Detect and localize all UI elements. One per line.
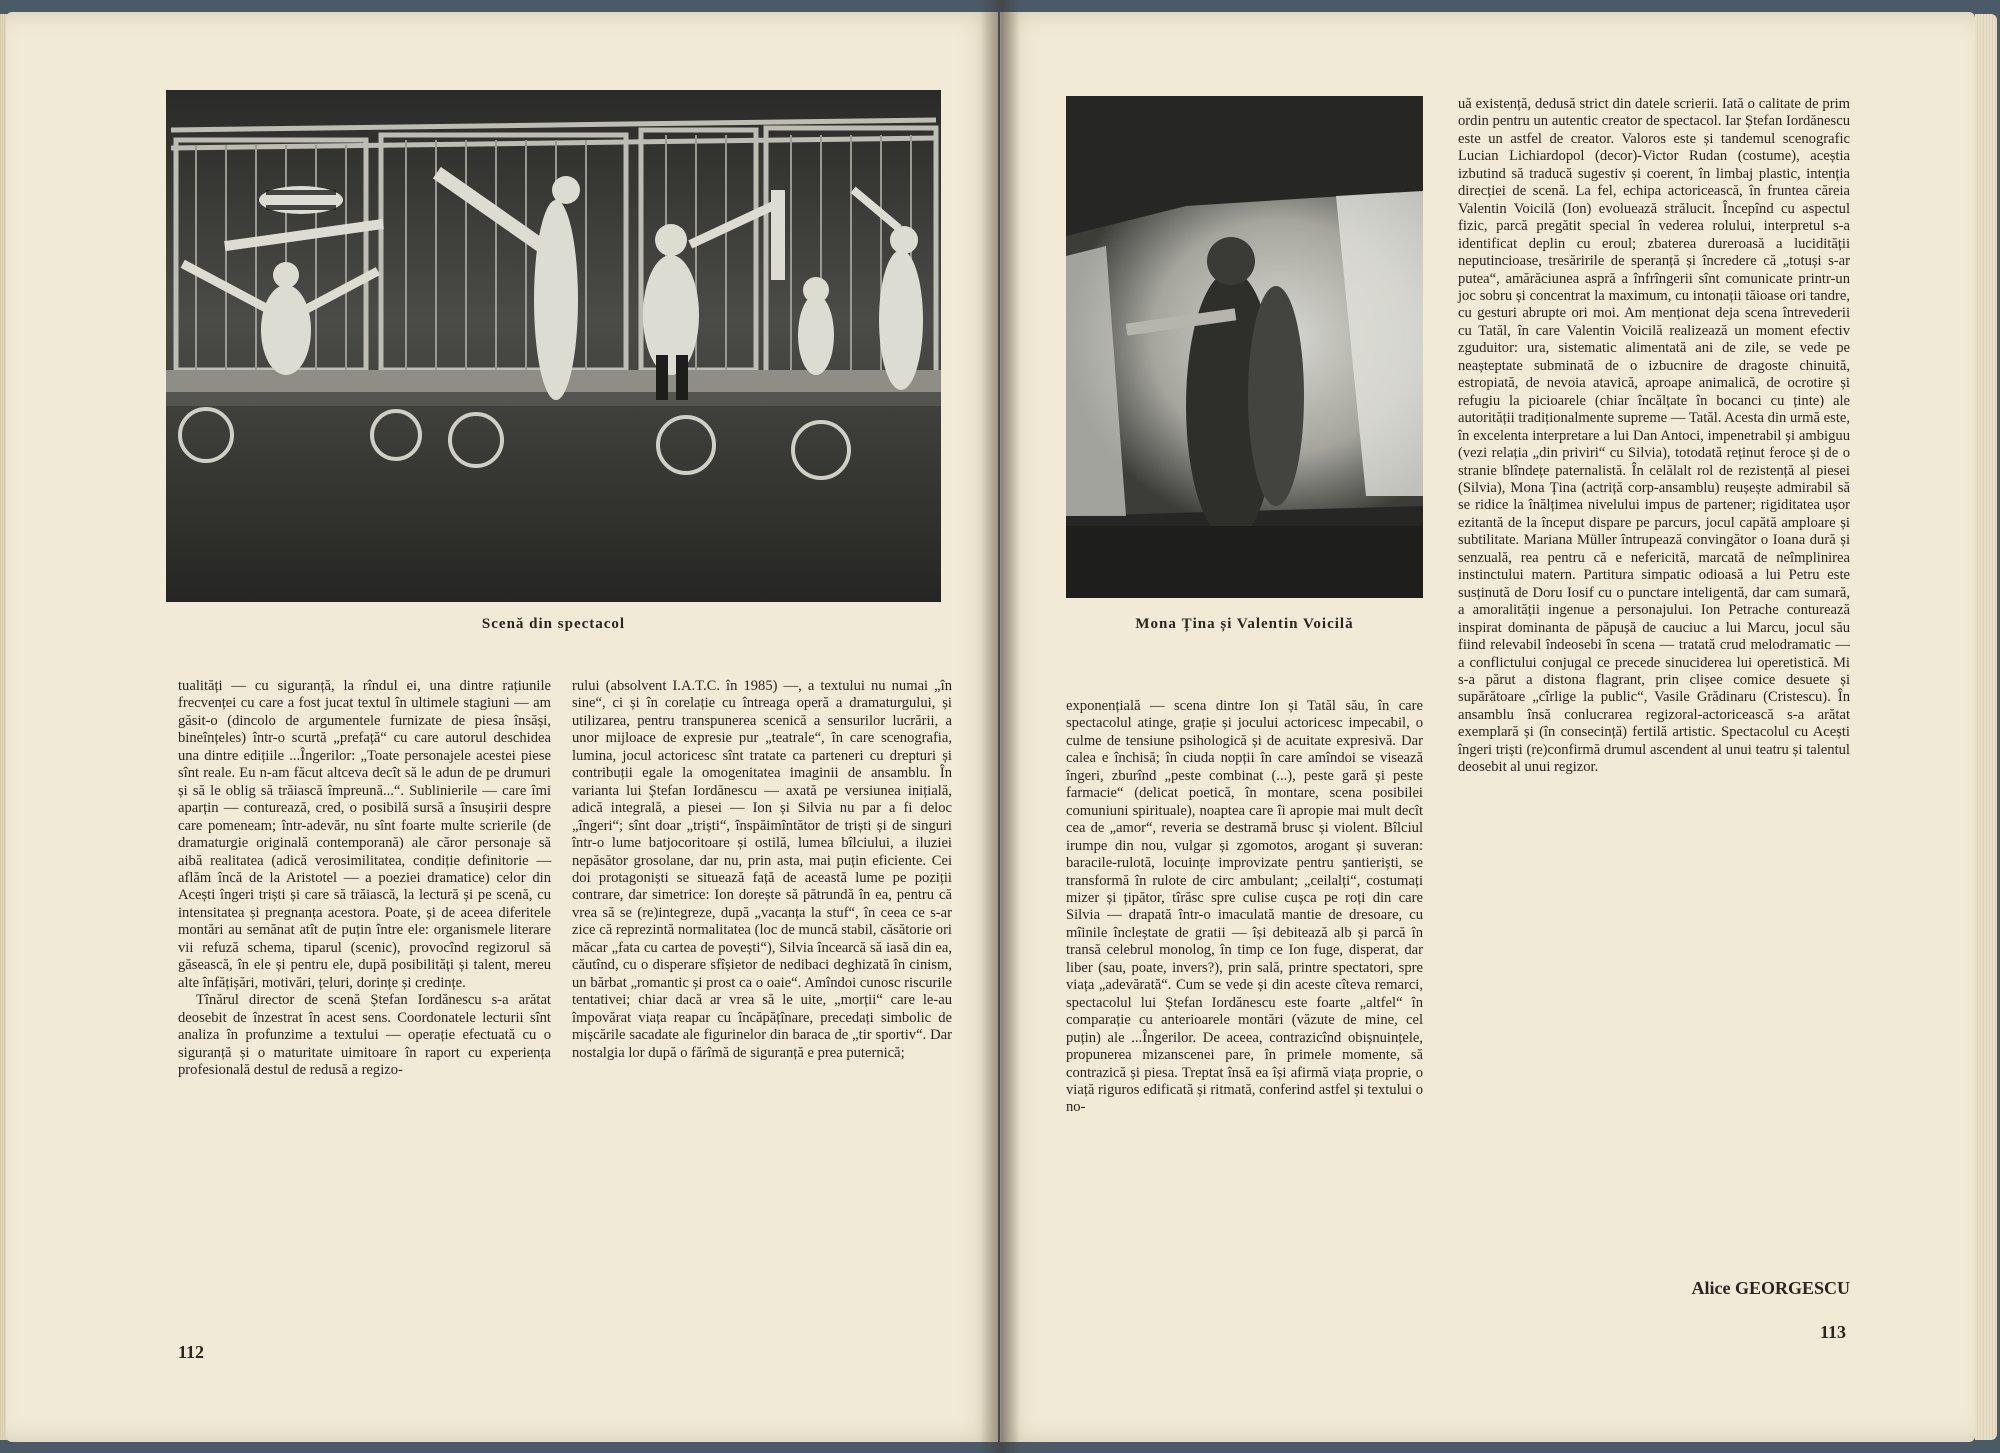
left-page xyxy=(6,12,998,1442)
paragraph: Tînărul director de scenă Ștefan Iordănescu s-a arătat deosebit de înzestrat în acest sens. Coordonatele lecturii sînt analiza în profunzime a textului — operație efectuată cu o siguranță și o maturitate uimitoare în raport cu experiența profesională destul de redusă a regizo- xyxy=(178,992,551,1078)
book-spine xyxy=(980,0,1020,1453)
paragraph: exponențială — scena dintre Ion și Tatăl său, în care spectacolul atinge, grație și jocului actoricesc impecabil, o culme de tensiune psihologică și de acuitate expresivă. Dar calea e închisă; în ciuda nopții în care amîndoi se visează îngeri, zburînd „peste combinat (...), peste gară și peste farmacie“ (delicat poetică, în montare, scena posibilei comuniuni spirituale), noaptea care îi apropie mai mult decît cea de „amor“, reveria se destramă brusc și violent. Bîlciul irumpe din nou, vulgar și zgomotos, arogant și suveran: baracile-rulotă, locuințe improvizate pentru șantieriști, se transformă în rulote de circ ambulant; „ceilalți“, costumați mizer și țipător, tîrăsc spre culise cușca pe roți din care Silvia — drapată într-o imaculată mantie de dresoare, cu mîinile încleștate de gratii — își debitează alb și parcă în transă celebrul monolog, în timp ce Ion fuge, disperat, dar liber (sau, poate, invers?), prin sală, printre spectatori, spre viața „adevărată“. Cum se vede și din aceste cîteva remarci, spectacolul lui Ștefan Iordănescu este foarte „altfel“ în comparație cu anterioarele montări (văzute de mine, cel puțin) ale ...Îngerilor. De aceea, contrazicînd obișnuințele, propunerea mizanscenei pare, în primele momente, să contrazică și piesa. Treptat însă ea își afirmă viața proprie, o viață riguros edificată și ritmată, conferind astfel și textului o no- xyxy=(1066,698,1423,1116)
author-signature: Alice GEORGESCU xyxy=(1691,1278,1850,1298)
paragraph: rului (absolvent I.A.T.C. în 1985) —, a textului nu numai „în sine“, ci și în corelație cu întreaga operă a dramaturgului, și utilizarea, pentru transpunerea scenică a sensurilor lucrării, a unor mijloace de expresie pur „teatrale“, în care scenografia, lumina, jocul actoricesc sînt tratate ca parteneri cu drepturi și contribuții egale la omogenitatea imaginii de ansamblu. În varianta lui Ștefan Iordănescu — axată pe versiunea inițială, adică integrală, a piesei — Ion și Silvia nu par a fi deloc „îngeri“; sînt doar „triști“, înspăimîntător de triști și de singuri într-o lume batjocoritoare și ostilă, lumea bîlciului, a iluziei nepăsător grosolane, dar nu, prin asta, mai puțin eficiente. Cei doi protagoniști se situează față de această lume pe poziții contrare, dar simetrice: Ion dorește să pătrundă în ea, pentru că vrea să se (re)integreze, după „vacanța la stuf“, în ceea ce s-ar zice că reprezintă normalitatea (loc de muncă stabil, căsătorie ori măcar „fata cu cartea de povești“), Silvia încearcă să iasă din ea, căutînd, cu o disperare sfîșietor de nedibaci deghizată în cinism, un bărbat „romantic și prost ca o oaie“. Amîndoi cunosc riscurile tentativei; chiar dacă ar vrea să le uite, „morții“ care le-au împovărat viața reapar cu încăpățînare, precedați simbolic de mișcările sacadate ale figurinelor din baraca de „tir sportiv“. Dar nostalgia lor după o fărîmă de siguranță e prea puternică; xyxy=(572,678,952,1061)
paragraph: tualități — cu siguranță, la rîndul ei, una dintre rațiunile frecvenței cu care a fost jucat textul în ultimele stagiuni — am găsit-o (dincolo de argumentele furnizate de piesa însăși, bineînțeles) într-o scurtă „prefață“ cu care autorul deschidea una dintre edițiile ...Îngerilor: „Toate personajele acestei piese sînt reale. Eu n-am făcut altceva decît să le adun de pe drumuri și să le oblig să trăiască împreună...“. Sublinierile — care îmi aparțin — conturează, cred, o posibilă sursă a însușirii despre care pomeneam; într-adevăr, nu sînt foarte multe scrierile (de dramaturgie originală contemporană) ale căror personaje să aibă realitatea (adică verosimilitatea, condiție definitorie — aflăm încă de la Aristotel — a poeziei dramatice) celor din Acești îngeri triști și care să trăiască, la lectură și pe scenă, cu intensitatea și pregnanța acestora. Poate, și de aceea diferitele montări au semănat atît de puțin între ele: organismele literare vii refuză schema, tiparul (scenic), provocînd regizorul să găsească, în ele și pentru ele, după posibilități și talent, mereu alte înfățișări, motivări, țeluri, dorințe și credințe. xyxy=(178,678,551,991)
right-column-1 xyxy=(1066,698,1423,1117)
photo-caption-right: Mona Țina și Valentin Voicilă xyxy=(1135,616,1354,632)
stage-scene-illustration xyxy=(166,90,941,602)
right-column-2 xyxy=(1458,96,1850,777)
paragraph: uă existență, dedusă strict din datele scrierii. Iată o calitate de prim ordin pentru un autentic creator de spectacol. Iar Ștefan Iordănescu este un astfel de creator. Valoros este și tandemul scenografic Lucian Lichiardopol (decor)-Victor Rudan (costume), aceștia izbutind să traducă sugestiv și coerent, în limbaj plastic, intenția direcției de scenă. La fel, echipa actoricească, în fruntea căreia Valentin Voicilă (Ion) evoluează strălucit. Începînd cu aspectul fizic, parcă pregătit special în vederea rolului, interpretul s-a identificat deplin cu eroul; zbaterea dureroasă a lucidității neputincioase, tresăririle de speranță și încredere că „totuși s-ar putea“, amărăciunea aspră a înfrîngerii sînt comunicate printr-un joc sobru și concentrat la maximum, cu intonații tăioase ori tandre, cu gesturi abrupte ori moi. Am menționat deja scena întrevederii cu Tatăl, în care Valentin Voicilă realizează un moment efectiv zguduitor: ura, sistematic alimentată ani de zile, se vede pe neașteptate subminată de o izbucnire de dragoste chinuită, estropiată, de nevoia atavică, aproape animalică, de ocrotire și refugiu la picioarele (chiar încălțate în bocanci cu ținte) ale autorității tradiționalmente supreme — Tatăl. Acesta din urmă este, în excelenta interpretare a lui Dan Antoci, impenetrabil și ambiguu (vezi relația „din priviri“ cu Silvia), totodată reținut feroce și de o stranie blîndețe paternalistă. În celălalt rol de rezistență al piesei (Silvia), Mona Țina (actriță corp-ansamblu) reușește admirabil să se ridice la înălțimea nivelului impus de partener; rigiditatea ușor ezitantă de la început dispare pe parcurs, jocul capătă amploare și subtilitate. Mariana Müller întrupează convingător o Ioana dură și senzuală, rea pentru că e nefericită, marcată de neîmplinirea instinctului matern. Partitura simpatic odioasă a lui Petru este susținută de Doru Iosif cu o punctare inteligentă, dar cam sumară, a amoralității ingenue a personajului. Ion Petrache conturează inspirat dominanta de păpușă de cauciuc a lui Marcu, jocul său fiind relevabil îndeosebi în scena — tratată crud melodramatic — a conflictului conjugal ce precede sinuciderea lui operetistică. Mi s-a părut a distona flagrant, prin clișee comice desuete și supărătoare „cîrlige la public“, Vasile Grădinaru (Cristescu). În ansamblu însă conlucrarea regizoral-actoricească s-a arătat exemplară și (în consecință) fertilă artistic. Spectacolul cu Acești îngeri triști (re)confirmă drumul ascendent al unui teatru și talentul deosebit al unui regizor. xyxy=(1458,96,1850,776)
actors-photo xyxy=(1066,96,1423,598)
page-number-left: 112 xyxy=(178,1342,205,1362)
left-column-2 xyxy=(572,678,952,1062)
left-column-1 xyxy=(178,678,551,1079)
right-page xyxy=(1000,12,1975,1442)
page-number-right: 113 xyxy=(1820,1322,1847,1342)
actors-illustration xyxy=(1066,96,1423,598)
photo-caption-left: Scenă din spectacol xyxy=(481,616,626,632)
stage-scene-photo xyxy=(166,90,941,602)
page-edges-right xyxy=(1975,14,1997,1440)
